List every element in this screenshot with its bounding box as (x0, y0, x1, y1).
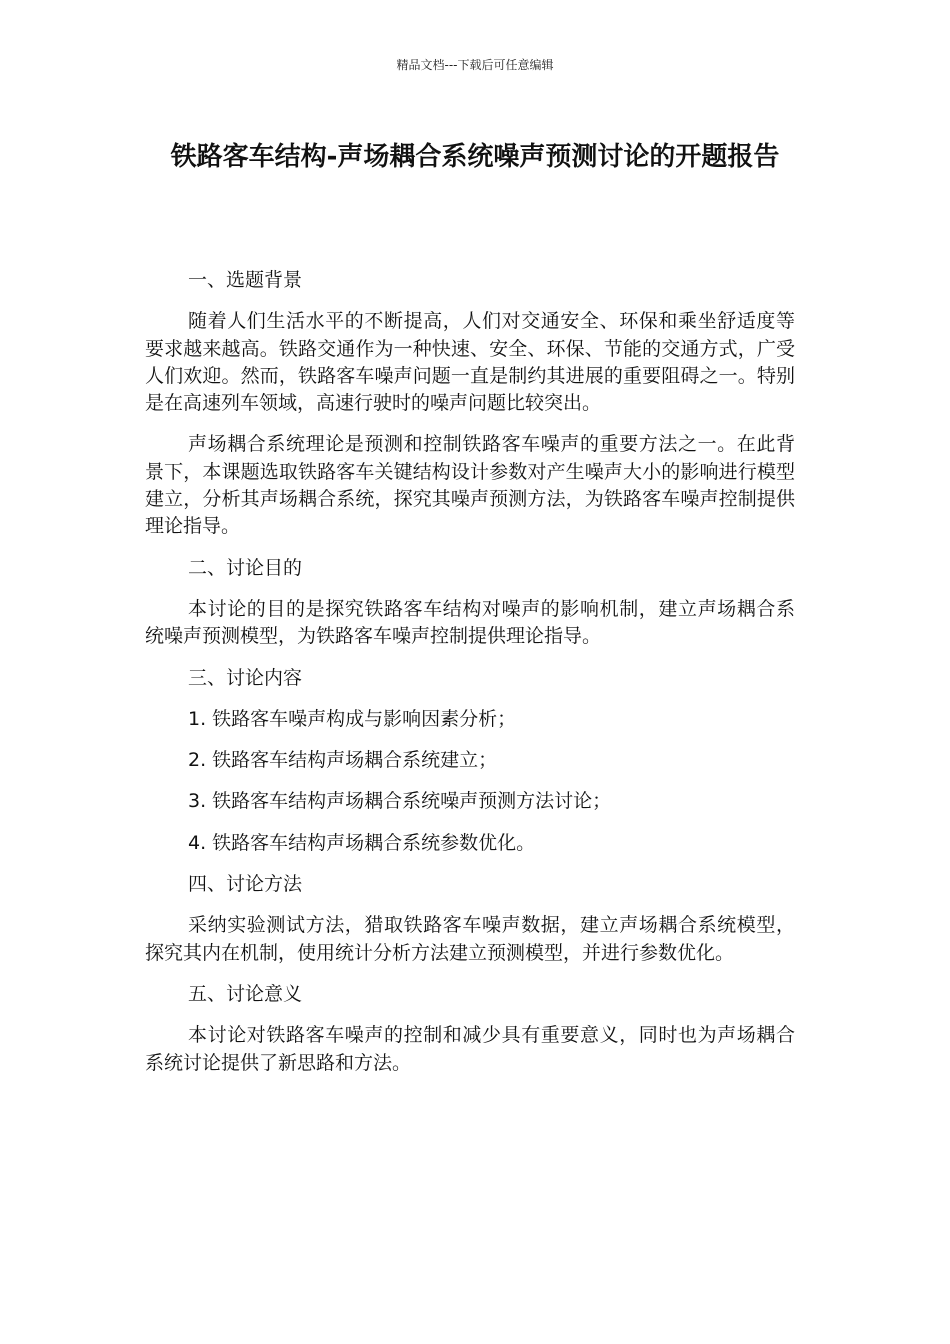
method-paragraph: 采纳实验测试方法，猎取铁路客车噪声数据，建立声场耦合系统模型，探究其内在机制，使用统计分析方法建立预测模型，并进行参数优化。 (145, 914, 795, 964)
section-heading-significance: 五、讨论意义 (188, 982, 303, 1005)
document-body (145, 267, 795, 1091)
section-heading-method: 四、讨论方法 (188, 873, 303, 896)
background-paragraph-2: 声场耦合系统理论是预测和控制铁路客车噪声的重要方法之一。在此背景下，本课题选取铁路客车关键结构设计参数对产生噪声大小的影响进行模型建立，分析其声场耦合系统，探究其噪声预测方法，为铁路客车噪声控制提供理论指导。 (145, 433, 795, 538)
content-list-item: 4. 铁路客车结构声场耦合系统参数优化。 (188, 831, 536, 854)
section-heading-purpose: 二、讨论目的 (188, 556, 303, 579)
significance-paragraph: 本讨论对铁路客车噪声的控制和减少具有重要意义，同时也为声场耦合系统讨论提供了新思路和方法。 (145, 1024, 795, 1074)
section-heading-background: 一、选题背景 (188, 269, 303, 291)
background-paragraph-1: 随着人们生活水平的不断提高，人们对交通安全、环保和乘坐舒适度等要求越来越高。铁路交通作为一种快速、安全、环保、节能的交通方式，广受人们欢迎。然而，铁路客车噪声问题一直是制约其进展的重要阻碍之一。特别是在高速列车领域，高速行驶时的噪声问题比较突出。 (145, 310, 795, 415)
content-list-item: 1. 铁路客车噪声构成与影响因素分析； (188, 707, 517, 730)
header-note: 精品文档---下载后可任意编辑 (396, 58, 554, 72)
content-list-item: 3. 铁路客车结构声场耦合系统噪声预测方法讨论； (188, 790, 612, 813)
purpose-paragraph: 本讨论的目的是探究铁路客车结构对噪声的影响机制，建立声场耦合系统噪声预测模型，为铁路客车噪声控制提供理论指导。 (145, 597, 795, 648)
content-list-item: 2. 铁路客车结构声场耦合系统建立； (188, 749, 498, 772)
section-heading-content: 三、讨论内容 (188, 666, 303, 689)
document-title: 铁路客车结构-声场耦合系统噪声预测讨论的开题报告 (170, 142, 780, 172)
